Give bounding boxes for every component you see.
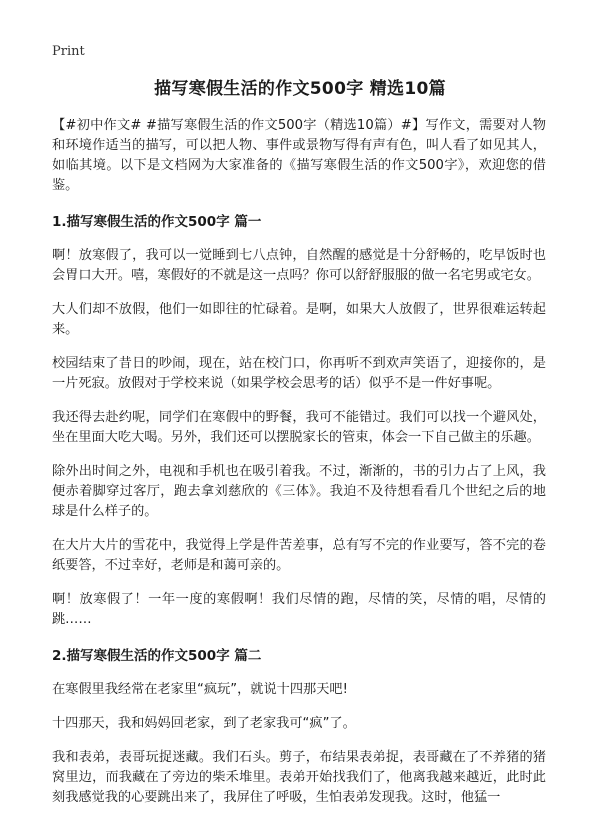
section-heading-1: 1.描写寒假生活的作文500字 篇一 [52,214,262,230]
section-1-paragraph: 大人们却不放假，他们一如即往的忙碌着。是啊，如果大人放假了，世界很难运转起来。 [52,302,546,337]
article-body [52,116,546,822]
page-title: 描写寒假生活的作文500字 精选10篇 [154,79,446,99]
intro-paragraph: 【#初中作文# #描写寒假生活的作文500字（精选10篇）#】写作文，需要对人物和环境作适当的描写，可以把人物、事件或景物写得有声有色，叫人看了如见其人，如临其境。以下是文档网为大家准备的《描写寒假生活的作文500字》，欢迎您的借鉴。 [52,118,546,193]
section-1-paragraph: 啊！放寒假了！一年一度的寒假啊！我们尽情的跑，尽情的笑，尽情的唱，尽情的跳…… [52,592,546,627]
section-heading-2: 2.描写寒假生活的作文500字 篇二 [52,648,262,664]
print-link[interactable]: Print [52,44,85,59]
section-1-paragraph: 除外出时间之外，电视和手机也在吸引着我。不过，渐渐的，书的引力占了上风，我便赤着脚穿过客厅，跑去拿刘慈欣的《三体》。我迫不及待想看看几个世纪之后的地球是什么样子的。 [52,464,546,519]
section-1-paragraph: 在大片大片的雪花中，我觉得上学是件苦差事，总有写不完的作业要写，答不完的卷纸要答，不过幸好，老师是和蔼可亲的。 [52,538,546,573]
section-2-paragraph: 我和表弟，表哥玩捉迷藏。我们石头。剪子，布结果表弟捉，表哥藏在了不养猪的猪窝里边，而我藏在了旁边的柴禾堆里。表弟开始找我们了，他离我越来越近，此时此刻我感觉我的心要跳出来了，我屏住了呼吸，生怕表弟发现我。这时，他猛一 [52,750,546,805]
section-1-paragraph: 我还得去赴约呢，同学们在寒假中的野餐，我可不能错过。我们可以找一个避风处，坐在里面大吃大喝。另外，我们还可以摆脱家长的管束，体会一下自己做主的乐趣。 [52,410,546,445]
section-2-paragraph: 十四那天，我和妈妈回老家，到了老家我可“疯”了。 [52,716,356,731]
section-2-paragraph: 在寒假里我经常在老家里“疯玩”，就说十四那天吧! [52,682,348,697]
section-1-paragraph: 校园结束了昔日的吵闹，现在，站在校门口，你再听不到欢声笑语了，迎接你的，是一片死寂。放假对于学校来说（如果学校会思考的话）似乎不是一件好事呢。 [52,356,546,391]
section-1-paragraph: 啊！放寒假了，我可以一觉睡到七八点钟，自然醒的感觉是十分舒畅的，吃早饭时也会胃口大开。嘻，寒假好的不就是这一点吗？你可以舒舒服服的做一名宅男或宅女。 [52,248,546,283]
